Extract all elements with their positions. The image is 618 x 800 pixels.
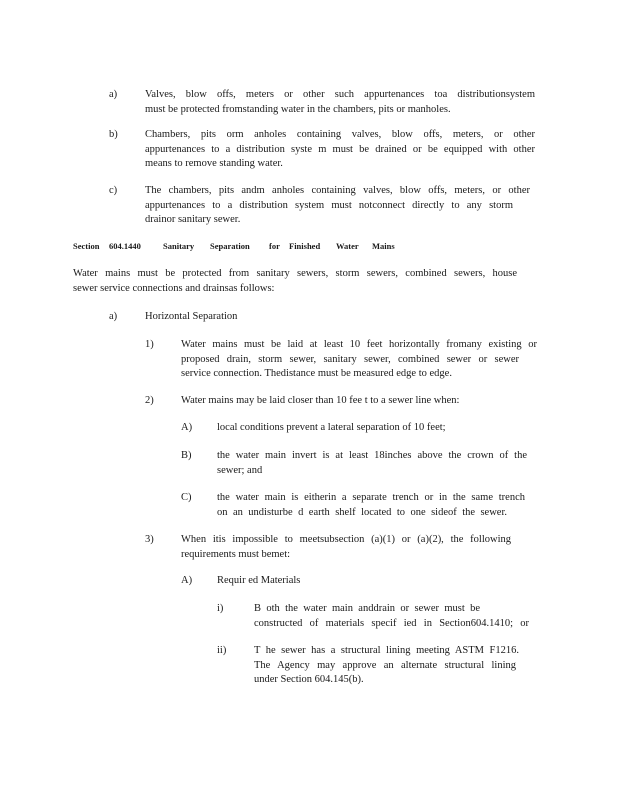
paragraph: local conditions prevent a lateral separation of 10 feet; xyxy=(217,422,446,433)
list-label: ii) xyxy=(217,645,227,656)
paragraph: The chambers, pits andm anholes containing valves, blow offs, meters, or other appurtenances to a distribution system must notconnect directly to any storm drainor sanitary sewer. xyxy=(145,185,530,225)
paragraph: Water mains may be laid closer than 10 fee t to a sewer line when: xyxy=(181,395,460,406)
list-label: b) xyxy=(109,129,118,140)
subsection-title: Horizontal Separation xyxy=(145,311,238,322)
paragraph: B oth the water main anddrain or sewer must be constructed of materials specif ied in Section604.1410; or xyxy=(254,603,529,629)
paragraph: Water mains must be laid at least 10 feet horizontally fromany existing or proposed drain, storm sewer, sanitary sewer, combined sewer or sewer service connection. Thedistance must be measured edge to edge. xyxy=(181,339,537,379)
paragraph: Chambers, pits orm anholes containing valves, blow offs, meters, or other appurtenances to a distribution syste m must be drained or be equipped with other means to remove standing water. xyxy=(145,129,535,169)
paragraph: the water main is eitherin a separate trench or in the same trench on an undisturbe d earth shelf located to one sideof the sewer. xyxy=(217,492,525,518)
list-label: a) xyxy=(109,89,118,100)
list-label: a) xyxy=(109,311,118,322)
list-label: i) xyxy=(217,603,224,614)
paragraph: T he sewer has a structural lining meeting ASTM F1216. The Agency may approve an alternate structural lining under Section 604.145(b). xyxy=(254,645,519,685)
list-label: 2) xyxy=(145,395,154,406)
list-label: 3) xyxy=(145,534,154,545)
paragraph: Valves, blow offs, meters or other such appurtenances toa distributionsystem must be protected fromstanding water in the chambers, pits or manholes. xyxy=(145,89,535,115)
list-label: A) xyxy=(181,422,193,433)
subsection-title: Requir ed Materials xyxy=(217,575,301,586)
paragraph: the water main invert is at least 18inches above the crown of the sewer; and xyxy=(217,450,527,476)
intro-paragraph: Water mains must be protected from sanitary sewers, storm sewers, combined sewers, house sewer service connections and drainsas follows: xyxy=(73,268,517,294)
list-label: B) xyxy=(181,450,192,461)
list-label: c) xyxy=(109,185,118,196)
list-label: C) xyxy=(181,492,192,503)
list-label: 1) xyxy=(145,339,154,350)
paragraph: When itis impossible to meetsubsection (a)(1) or (a)(2), the following requirements must bemet: xyxy=(181,534,511,560)
list-label: A) xyxy=(181,575,193,586)
